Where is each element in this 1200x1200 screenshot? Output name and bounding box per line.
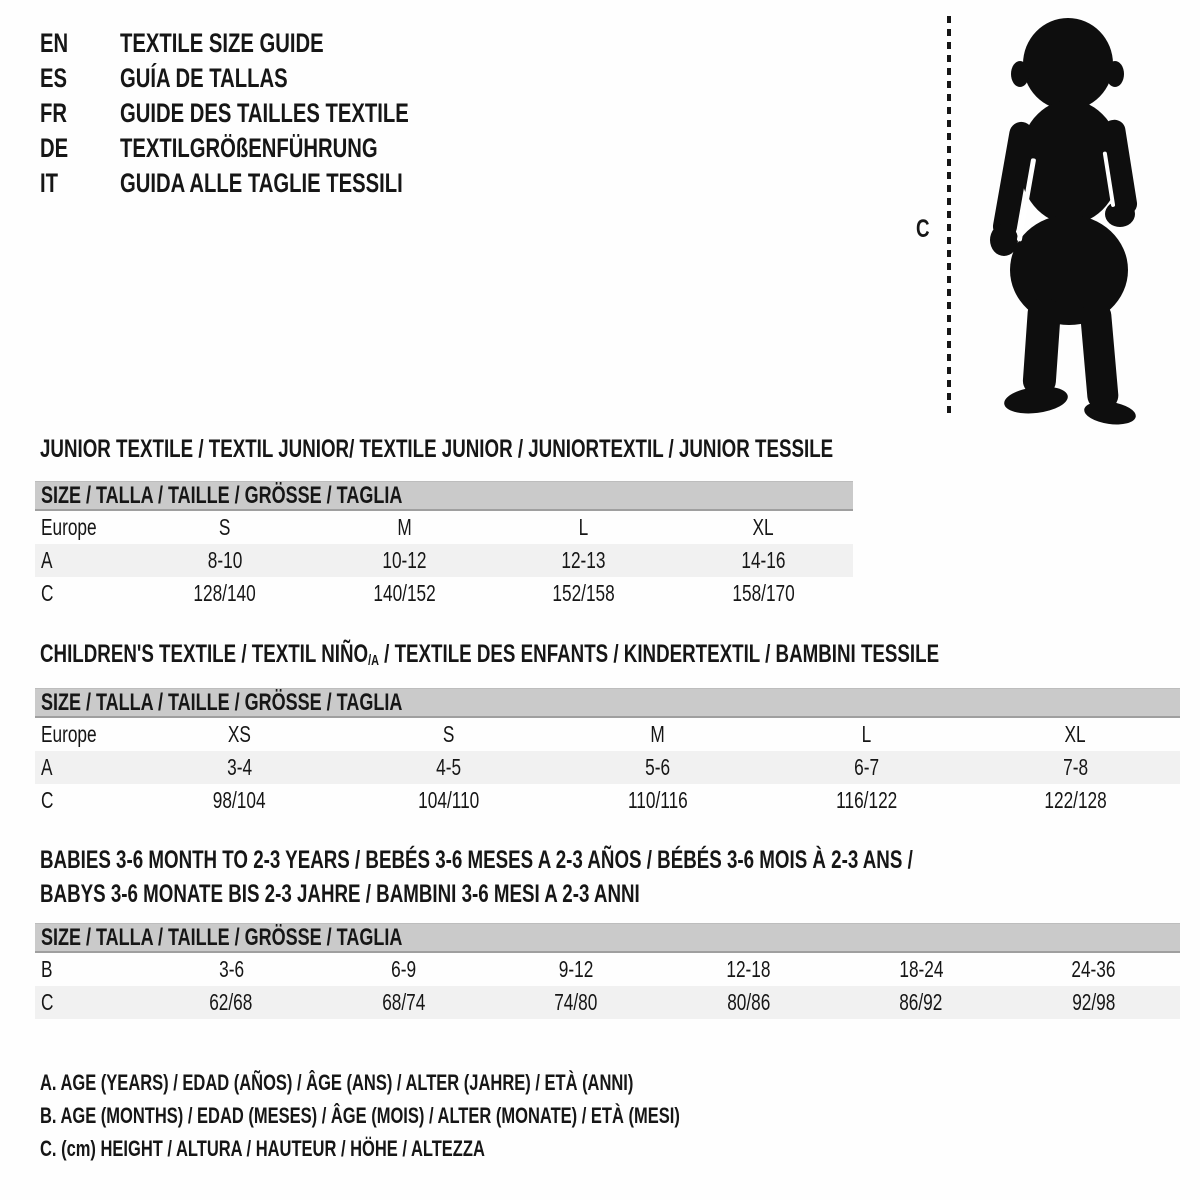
table-cell: 10-12	[382, 547, 427, 573]
row-label: C	[41, 787, 54, 813]
language-code: IT	[40, 168, 58, 198]
table-cell: 86/92	[899, 989, 943, 1015]
table-cell: 80/86	[727, 989, 771, 1015]
table-cell: 14-16	[741, 547, 786, 573]
table-cell: XL	[1064, 721, 1087, 747]
junior-size-table	[35, 481, 853, 610]
row-label: B	[41, 956, 53, 982]
table-cell: 12-18	[726, 956, 771, 982]
row-label: A	[41, 547, 53, 573]
table-cell: 12-13	[561, 547, 606, 573]
guide-title: TEXTILGRÖßENFÜHRUNG	[120, 133, 378, 163]
table-row	[35, 718, 1180, 751]
table-cell: 5-6	[645, 754, 670, 780]
language-row	[40, 96, 505, 131]
table-cell: 128/140	[193, 580, 256, 606]
table-cell: L	[861, 721, 872, 747]
table-row	[35, 577, 853, 610]
junior-section-title: JUNIOR TEXTILE / TEXTIL JUNIOR/ TEXTILE JUNIOR / JUNIORTEXTIL / JUNIOR TESSILE	[40, 435, 834, 463]
table-cell: 18-24	[899, 956, 944, 982]
table-cell: 9-12	[558, 956, 594, 982]
table-cell: 104/110	[417, 787, 480, 813]
table-cell: 3-6	[218, 956, 244, 982]
row-label: Europe	[41, 721, 97, 747]
guide-title: GUIDE DES TAILLES TEXTILE	[120, 98, 409, 128]
table-cell: 92/98	[1072, 989, 1116, 1015]
legend-line-height: C. (cm) HEIGHT / ALTURA / HAUTEUR / HÖHE / ALTEZZA	[40, 1135, 485, 1161]
guide-title: GUIDA ALLE TAGLIE TESSILI	[120, 168, 403, 198]
table-cell: XS	[227, 721, 252, 747]
table-cell: M	[397, 514, 412, 540]
height-measure-label: C	[916, 215, 930, 243]
legend-line-age-years: A. AGE (YEARS) / EDAD (AÑOS) / ÂGE (ANS) / ALTER (JAHRE) / ETÀ (ANNI)	[40, 1069, 634, 1095]
row-label: C	[41, 989, 54, 1015]
table-cell: 140/152	[373, 580, 436, 606]
language-code: FR	[40, 98, 67, 128]
table-cell: 152/158	[552, 580, 615, 606]
table-cell: S	[442, 721, 455, 747]
table-row	[35, 953, 1180, 986]
baby-silhouette-icon	[962, 10, 1174, 425]
table-cell: 6-7	[854, 754, 879, 780]
table-cell: 62/68	[209, 989, 253, 1015]
table-row	[35, 544, 853, 577]
table-cell: 158/170	[732, 580, 795, 606]
table-cell: 6-9	[391, 956, 417, 982]
table-cell: XL	[752, 514, 774, 540]
measurement-legend	[40, 1066, 893, 1165]
guide-title: TEXTILE SIZE GUIDE	[120, 28, 324, 58]
table-cell: 110/116	[627, 787, 688, 813]
row-label: Europe	[41, 514, 97, 540]
legend-line-age-months: B. AGE (MONTHS) / EDAD (MESES) / ÂGE (MOIS) / ALTER (MONATE) / ETÀ (MESI)	[40, 1102, 680, 1128]
children-section-title: CHILDREN'S TEXTILE / TEXTIL NIÑO/A / TEXTILE DES ENFANTS / KINDERTEXTIL / BAMBINI TESSILE	[40, 640, 940, 669]
guide-title: GUÍA DE TALLAS	[120, 63, 288, 93]
table-cell: 4-5	[436, 754, 461, 780]
nino-a-subscript: /A	[368, 652, 379, 669]
table-row	[35, 784, 1180, 817]
language-code: DE	[40, 133, 69, 163]
row-label: C	[41, 580, 54, 606]
babies-section-title: BABIES 3-6 MONTH TO 2-3 YEARS / BEBÉS 3-6 MESES A 2-3 AÑOS / BÉBÉS 3-6 MOIS À 2-3 ANS / BABYS 3-6 MONATE BIS 2-3 JAHRE / BAMBINI 3-6 MESI A 2-3 ANNI	[40, 846, 913, 908]
table-row	[35, 751, 1180, 784]
table-cell: M	[650, 721, 665, 747]
language-code: ES	[40, 63, 68, 93]
table-row	[35, 986, 1180, 1019]
size-header-bar: SIZE / TALLA / TAILLE / GRÖSSE / TAGLIA	[35, 481, 853, 511]
row-label: A	[41, 754, 53, 780]
size-header-bar: SIZE / TALLA / TAILLE / GRÖSSE / TAGLIA	[35, 688, 1180, 718]
language-row	[40, 61, 505, 96]
table-cell: 24-36	[1071, 956, 1116, 982]
height-measure-dashed-line	[947, 16, 951, 414]
language-row	[40, 166, 505, 201]
table-cell: 3-4	[227, 754, 252, 780]
table-cell: 7-8	[1063, 754, 1088, 780]
language-row	[40, 131, 505, 166]
table-cell: 8-10	[207, 547, 243, 573]
table-cell: 116/122	[835, 787, 898, 813]
table-cell: 68/74	[382, 989, 426, 1015]
language-code: EN	[40, 28, 69, 58]
table-cell: 122/128	[1044, 787, 1107, 813]
babies-size-table	[35, 923, 1180, 1019]
table-row	[35, 511, 853, 544]
table-cell: L	[578, 514, 589, 540]
size-header-bar: SIZE / TALLA / TAILLE / GRÖSSE / TAGLIA	[35, 923, 1180, 953]
language-row	[40, 26, 505, 61]
table-cell: S	[218, 514, 231, 540]
table-cell: 74/80	[554, 989, 598, 1015]
table-cell: 98/104	[213, 787, 266, 813]
children-size-table	[35, 688, 1180, 817]
language-title-list	[40, 26, 505, 201]
